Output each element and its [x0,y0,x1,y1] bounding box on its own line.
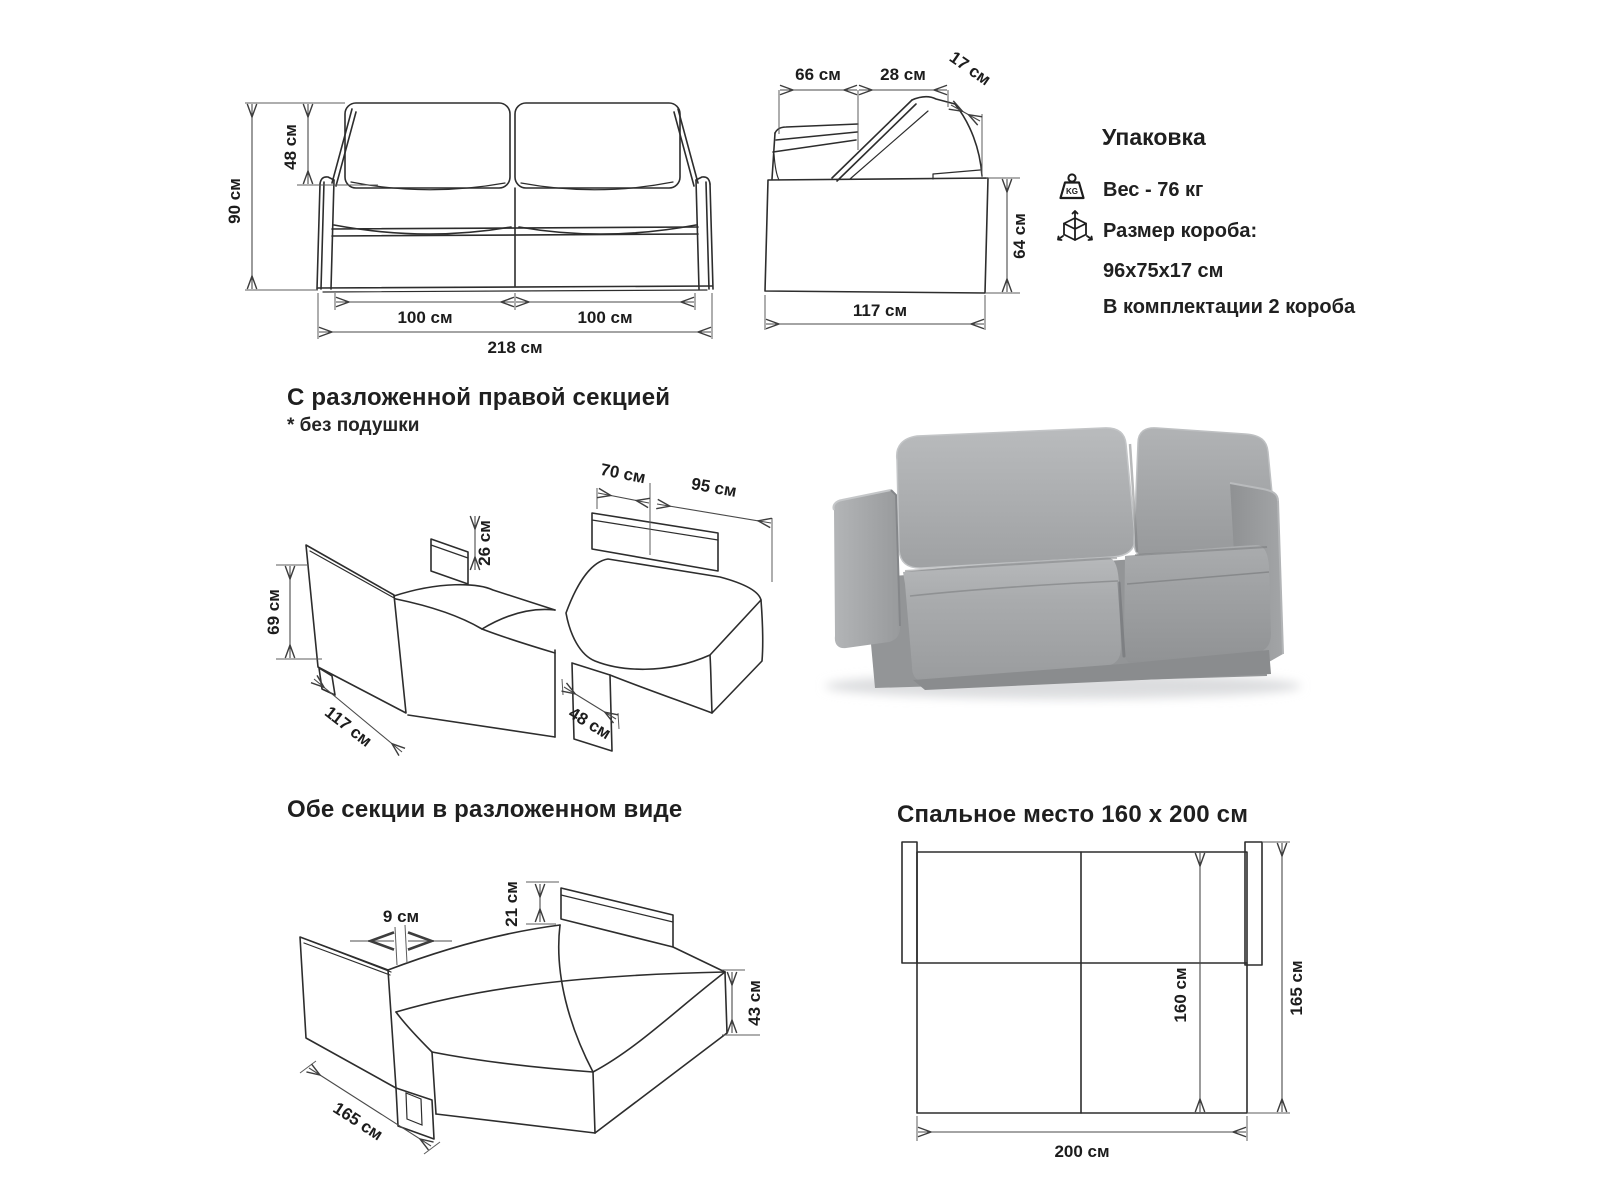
dim-label-backrest: 48 см [281,124,300,170]
dim-label-seat-right: 100 см [577,308,633,327]
dim-label-seat-depth: 66 см [795,65,841,84]
svg-text:KG: KG [1066,187,1078,196]
packaging-weight: Вес - 76 кг [1103,178,1204,201]
dim-label-width: 218 см [487,338,543,357]
dim-label-bed-length: 160 см [1171,967,1190,1023]
dim-label-leg-width: 48 см [565,703,615,744]
packaging-section [1055,172,1355,324]
dim-label-bed-width200: 200 см [1054,1142,1110,1161]
sofa-photo [805,388,1315,708]
section-note-no-pillow: * без подушки [287,415,420,436]
packaging-title: Упаковка [1102,124,1206,150]
side-view-diagram [730,28,1050,358]
dim-label-backrest21: 21 см [502,881,521,927]
dim-label-arm-height: 69 см [264,589,283,635]
dim-label-backrest26: 26 см [475,520,494,566]
dim-label-depth165: 165 см [329,1098,387,1145]
dim-label-backrest-top: 17 см [945,47,995,90]
front-view-diagram [210,55,750,365]
dim-label-base-height: 64 см [1010,213,1029,259]
box-size-icon [1055,209,1095,252]
dim-label-seat-left: 100 см [397,308,453,327]
dim-label-depth117: 117 см [321,702,376,751]
dim-label-height: 90 см [225,178,244,224]
front-back-cushion-right [515,103,680,188]
dim-label-total-length: 165 см [1287,960,1306,1016]
dim-label-depth: 117 см [852,301,908,320]
front-back-cushion-left [345,103,510,188]
packaging-box-note: В комплектации 2 короба [1103,296,1356,318]
unfolded-both-diagram [248,823,838,1193]
packaging-box-title: Размер короба: [1103,219,1258,242]
dim-label-arm-thickness: 9 см [382,907,420,926]
dim-label-bed-width: 95 см [689,474,739,501]
section-title-unfolded-right: С разложенной правой секцией [287,384,671,411]
weight-icon [1055,172,1089,207]
packaging-box-size: 96x75x17 см [1103,260,1224,282]
section-title-unfolded-both: Обе секции в разложенном виде [287,796,683,823]
bed-outline [917,852,1247,1113]
armrest-bar-left [902,842,917,963]
section-title-sleeping-area: Спальное место 160 x 200 см [897,801,1249,828]
unfolded-right-diagram [250,435,810,780]
dim-label-top-width: 70 см [598,459,648,488]
dim-label-bed-height: 43 см [745,980,764,1026]
dim-label-backrest-depth: 28 см [880,65,926,84]
sleeping-area-diagram [878,830,1318,1180]
